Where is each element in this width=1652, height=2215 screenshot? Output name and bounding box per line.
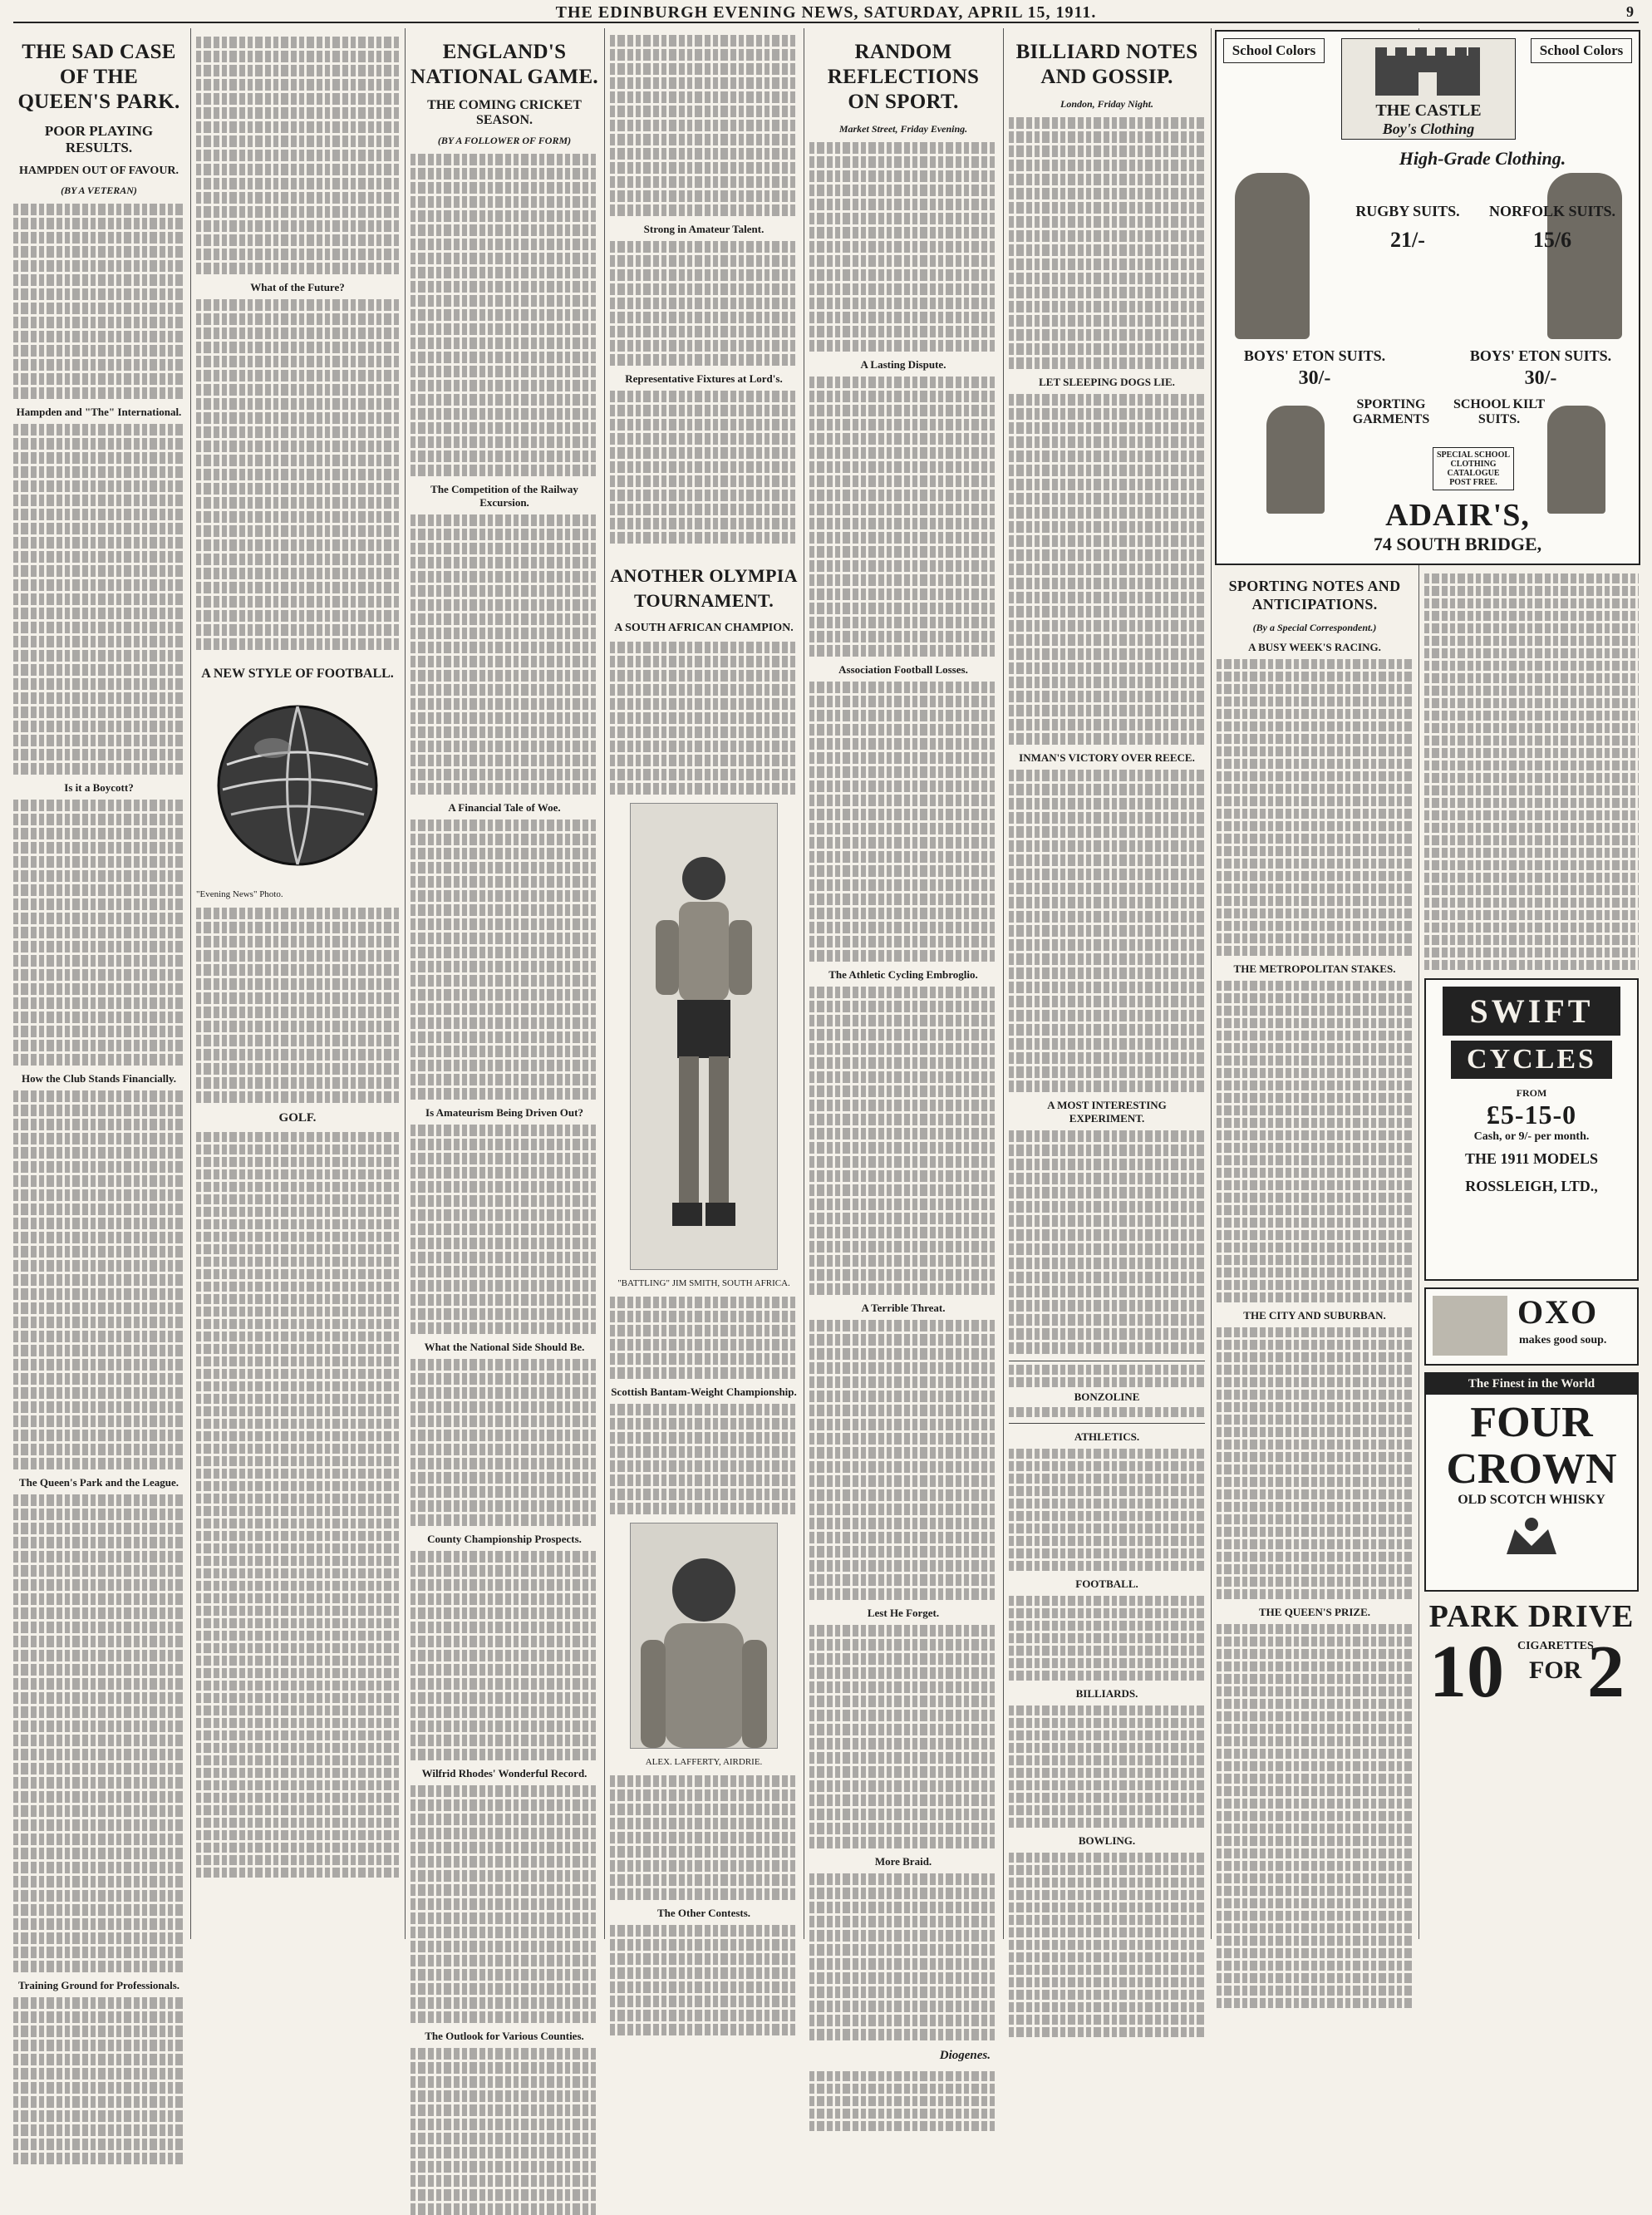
section-football: FOOTBALL. [1075,1578,1138,1590]
subhead-south-african-champion: A SOUTH AFRICAN CHAMPION. [614,622,794,634]
eton-suits-right-price: 30/- [1524,367,1557,389]
headline-random-reflections: RANDOM REFLECTIONS ON SPORT. [827,41,980,113]
eton-suits-right: BOYS' ETON SUITS. [1469,347,1612,364]
headline-golf: GOLF. [278,1111,317,1125]
article-text [610,1404,798,1514]
four-crown-whisky-advert [1424,1372,1639,1592]
masthead [13,3,1639,23]
swift-cycles-label: CYCLES [1451,1041,1612,1079]
boxer-photo-smith [630,803,778,1270]
article-text [809,142,997,352]
headline-sporting-notes: SPORTING NOTES AND ANTICIPATIONS. [1228,578,1401,613]
catalogue-note: SPECIAL SCHOOL CLOTHING CATALOGUE POST FREE. [1433,447,1514,490]
sidehead: Hampden and "The" International. [16,406,182,418]
sidehead: A MOST INTERESTING EXPERIMENT. [1047,1099,1167,1125]
boxer-caption-lafferty: ALEX. LAFFERTY, AIRDRIE. [645,1757,763,1767]
article-text [809,987,997,1295]
article-text [411,1551,598,1760]
column-billiards [1009,28,1205,1939]
article-text [809,1625,997,1848]
column-racing-selections [1424,573,1639,1939]
rugby-suits: RUGBY SUITS. [1355,203,1460,219]
castle-icon [1342,39,1513,97]
headline-england-national-game: ENGLAND'S NATIONAL GAME. [411,41,598,88]
article-text [1009,770,1205,1092]
football-photo [202,690,393,881]
swift-terms: Cash, or 9/- per month. [1473,1130,1590,1143]
article-text [1009,1449,1205,1571]
sidehead: Wilfrid Rhodes' Wonderful Record. [421,1767,588,1779]
article-text [13,1090,184,1469]
column-rule [1211,28,1212,1939]
section-billiards: BILLIARDS. [1075,1687,1138,1700]
boy-figure-lower-left [1266,406,1325,514]
four-crown-line3: OLD SCOTCH WHISKY [1458,1493,1605,1507]
sidehead: THE QUEEN'S PRIZE. [1258,1606,1370,1618]
article-text [809,377,997,657]
oxo-brand: OXO [1517,1293,1599,1331]
adairs-address: 74 SOUTH BRIDGE, [1373,534,1542,554]
castle-logo [1341,38,1516,140]
boy-figure-left [1235,173,1310,339]
sidehead: A Terrible Threat. [861,1302,946,1314]
article-text [610,241,798,366]
article-text [1009,1853,1205,2037]
sidehead: LET SLEEPING DOGS LIE. [1039,376,1175,388]
sidehead: THE CITY AND SUBURBAN. [1243,1309,1386,1322]
sidehead: Strong in Amateur Talent. [643,223,765,235]
article-text [610,391,798,544]
oxo-illustration [1433,1296,1507,1356]
school-kilt-suits: SCHOOL KILT SUITS. [1453,397,1546,426]
boxer-portrait-image [631,1523,777,1748]
boxer-figure-image [631,804,777,1269]
signoff-diogenes: Diogenes. [939,2049,991,2062]
article-text [411,1359,598,1526]
park-drive-title: PARK DRIVE [1428,1599,1635,1634]
boy-figure-right [1547,173,1622,339]
swift-brand: SWIFT [1443,987,1620,1036]
sidehead: The Competition of the Railway Excursion. [430,483,578,509]
adairs-clothing-advert [1215,30,1640,565]
article-text [610,1925,798,2035]
article-text [1217,981,1413,1302]
sidehead: Is Amateurism Being Driven Out? [425,1106,583,1119]
high-grade-tagline: High-Grade Clothing. [1399,148,1566,169]
article-text [13,1997,184,2164]
article-text [809,1873,997,2040]
football-photo-caption: "Evening News" Photo. [196,889,283,899]
sidehead: The Outlook for Various Counties. [425,2030,584,2042]
headline-billiard-notes: BILLIARD NOTES AND GOSSIP. [1015,41,1198,88]
article-text [13,204,184,399]
sidehead: Is it a Boycott? [64,781,134,794]
sidehead: The Queen's Park and the League. [18,1476,179,1489]
four-crown-line1: FOUR [1470,1399,1593,1446]
sidehead: Association Football Losses. [838,663,968,676]
sidehead: A Lasting Dispute. [860,358,946,371]
article-text [196,37,399,274]
boxer-caption-smith: "BATTLING" JIM SMITH, SOUTH AFRICA. [617,1278,790,1288]
column-cricket [411,28,598,2042]
dateline: Market Street, Friday Evening. [838,123,968,135]
column-rule [604,28,605,1939]
park-drive-cigarettes: CIGARETTES [1517,1640,1594,1652]
sidehead: How the Club Stands Financially. [21,1072,177,1085]
article-text [809,2071,997,2131]
headline-queens-park: THE SAD CASE OF THE QUEEN'S PARK. [17,41,180,113]
sidehead: More Braid. [874,1855,932,1868]
article-text [610,642,798,795]
byline-veteran: (BY A VETERAN) [61,185,137,196]
subhead-cricket-season: THE COMING CRICKET SEASON. [427,98,582,127]
sidehead: THE METROPOLITAN STAKES. [1233,962,1396,975]
column-boxing [610,28,798,1939]
byline-follower-of-form: (BY A FOLLOWER OF FORM) [437,135,572,146]
column-rule [190,28,191,1939]
four-crown-top: The Finest in the World [1426,1374,1637,1395]
dateline: London, Friday Night. [1060,98,1154,110]
park-drive-price: 2 [1587,1631,1625,1713]
castle-subtitle: Boy's Clothing [1382,121,1475,137]
column-rule [405,28,406,1939]
castle-title: THE CASTLE [1375,101,1482,120]
swift-price: £5-15-0 [1486,1100,1577,1130]
article-text [1217,1327,1413,1599]
column-rule [1003,28,1004,1939]
school-colors-right: School Colors [1531,38,1632,63]
article-text [610,1297,798,1379]
section-athletics: ATHLETICS. [1074,1430,1140,1443]
oxo-tagline: makes good soup. [1519,1334,1607,1346]
headline-new-football: A NEW STYLE OF FOOTBALL. [201,667,394,681]
article-text [809,682,997,962]
column-random-reflections [809,28,997,2062]
article-text [1217,659,1413,956]
adairs-name: ADAIR'S, [1385,498,1530,533]
article-text [411,820,598,1100]
sidehead: What the National Side Should Be. [424,1341,585,1353]
article-text [13,424,184,775]
sidehead: Scottish Bantam-Weight Championship. [611,1386,797,1398]
sidehead: The Other Contests. [656,1907,751,1919]
park-drive-count: 10 [1429,1631,1504,1713]
article-text [1009,1706,1205,1828]
article-text [13,1494,184,1972]
football-ball-image [202,690,393,881]
bonzoline-advert [1009,1361,1205,1424]
sidehead: INMAN'S VICTORY OVER REECE. [1019,751,1195,764]
section-bowling: BOWLING. [1078,1834,1136,1847]
sidehead: The Athletic Cycling Embroglio. [828,968,978,981]
school-colors-left: School Colors [1223,38,1325,63]
sidehead: A BUSY WEEK'S RACING. [1248,641,1381,653]
article-text [610,1775,798,1900]
norfolk-suits: NORFOLK SUITS. [1488,203,1616,219]
article-text [411,1785,598,2023]
sidehead: Training Ground for Professionals. [17,1979,180,1991]
racing-table-text [1424,573,1639,970]
article-text [411,1125,598,1334]
article-text [411,154,598,476]
park-drive-advert [1424,1598,1639,1723]
sidehead: A Financial Tale of Woe. [448,801,561,814]
rugby-suits-price: 21/- [1390,228,1425,252]
golf-results-text [196,1132,399,1878]
swift-cycles-advert [1424,978,1639,1281]
article-text [1009,117,1205,369]
sidehead: What of the Future? [250,281,345,293]
eton-suits-left: BOYS' ETON SUITS. [1243,347,1386,364]
column-sporting-notes [1217,573,1413,1939]
four-crown-line2: CROWN [1446,1445,1617,1493]
royal-crest-icon [1498,1513,1565,1563]
sidehead: Representative Fixtures at Lord's. [625,372,783,385]
bonzoline-label: BONZOLINE [1074,1391,1140,1403]
subhead-hampden: HAMPDEN OUT OF FAVOUR. [18,165,179,177]
article-text [610,35,798,216]
oxo-advert [1424,1287,1639,1366]
article-text [196,908,399,1103]
article-text [411,514,598,795]
sporting-garments: SPORTING GARMENTS [1352,397,1430,426]
article-text [1009,394,1205,745]
park-drive-for: FOR [1529,1656,1582,1684]
eton-suits-left-price: 30/- [1298,367,1331,389]
sidehead: County Championship Prospects. [427,1533,582,1545]
column-queens-park [13,28,184,1991]
sidehead: Lest He Forget. [867,1607,940,1619]
boxer-photo-lafferty [630,1523,778,1749]
subhead-poor-playing: POOR PLAYING RESULTS. [44,123,154,155]
article-text [1009,1596,1205,1681]
headline-olympia-tournament: ANOTHER OLYMPIA TOURNAMENT. [610,565,798,611]
swift-from: FROM [1516,1087,1547,1099]
swift-dealer: ROSSLEIGH, LTD., [1465,1178,1598,1194]
article-text [196,299,399,650]
byline-special-correspondent: (By a Special Correspondent.) [1252,622,1377,633]
article-text [1009,1130,1205,1354]
column-queens-park-continued [196,28,399,1939]
article-text [13,800,184,1066]
swift-models: THE 1911 MODELS [1464,1150,1599,1167]
norfolk-suits-price: 15/6 [1532,228,1572,252]
article-text [809,1320,997,1600]
article-text [411,2048,598,2215]
page-number: 9 [1626,3,1634,20]
newspaper-masthead-title: THE EDINBURGH EVENING NEWS, SATURDAY, APRIL 15, 1911. [555,3,1097,22]
article-text [1217,1624,1413,2008]
